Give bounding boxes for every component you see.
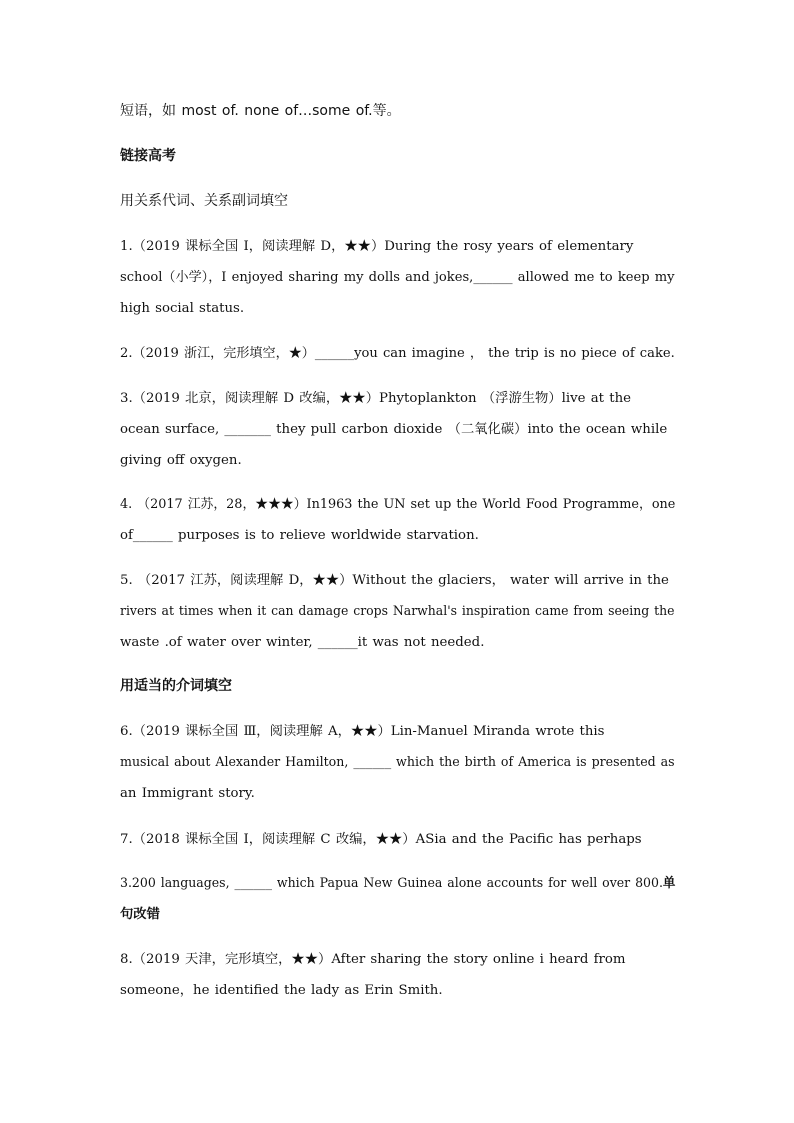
question-7-line-2 — [120, 868, 676, 899]
question-7-line-3: 句改错 — [120, 907, 160, 922]
question-1-line-1: 1.（2019 课标全国 I，阅读理解 D，★★）During the rosy years of elementary — [120, 239, 634, 254]
question-4-line-2: of______ purposes is to relieve worldwide starvation. — [120, 528, 479, 543]
question-8 — [120, 944, 673, 1006]
intro-line: 短语，如 most of. none of…some of.等。 — [120, 103, 401, 119]
question-7-line-1: 7.（2018 课标全国 I，阅读理解 C 改编，★★）ASia and the Pacific has perhaps — [120, 832, 642, 847]
question-7-line-2-tail: 单 — [662, 876, 676, 891]
section-heading-relative-text: 用关系代词、关系副词填空 — [120, 193, 288, 209]
question-6 — [120, 716, 673, 809]
question-5 — [120, 565, 673, 658]
section-heading-prep — [120, 671, 673, 702]
question-2-line-1: 2.（2019 浙江，完形填空，★）______you can imagine ， the trip is no piece of cake. — [120, 346, 675, 361]
question-6-line-1: 6.（2019 课标全国 Ⅲ，阅读理解 A，★★）Lin-Manuel Miranda wrote this — [120, 724, 605, 739]
question-8-line-1: 8.（2019 天津，完形填空，★★）After sharing the story online i heard from — [120, 952, 626, 967]
question-1-line-2: school（小学），I enjoyed sharing my dolls and jokes,______ allowed me to keep my — [120, 270, 675, 285]
section-heading-prep-text: 用适当的介词填空 — [120, 678, 232, 694]
question-4 — [120, 489, 676, 551]
question-3 — [120, 383, 673, 476]
question-2 — [120, 338, 673, 369]
question-1-line-3: high social status. — [120, 301, 245, 316]
section-heading-link-text: 链接高考 — [120, 148, 176, 164]
section-heading-relative — [120, 186, 673, 217]
question-1 — [120, 231, 673, 324]
question-4-line-1: 4. （2017 江苏，28，★★★）In1963 the UN set up the World Food Programme，one — [120, 497, 676, 512]
section-heading-link — [120, 141, 673, 172]
question-3-line-1: 3.（2019 北京，阅读理解 D 改编，★★）Phytoplankton （浮游生物）live at the — [120, 391, 632, 406]
question-6-line-3: an Immigrant story. — [120, 786, 255, 801]
question-7-line-2-text: 3.200 languages, ______ which Papua New Guinea alone accounts for well over 800. — [120, 876, 663, 891]
question-5-line-1: 5. （2017 江苏，阅读理解 D，★★）Without the glaciers， water will arrive in the — [120, 573, 669, 588]
question-3-line-3: giving off oxygen. — [120, 453, 242, 468]
question-6-line-2: musical about Alexander Hamilton, ______ which the birth of America is presented as — [120, 755, 675, 770]
question-7 — [120, 824, 673, 855]
question-5-line-3: waste .of water over winter, ______it was not needed. — [120, 635, 485, 650]
intro-text — [120, 96, 673, 127]
question-5-line-2: rivers at times when it can damage crops Narwhal's inspiration came from seeing the — [120, 604, 675, 619]
question-3-line-2: ocean surface, _______ they pull carbon dioxide （二氧化碳）into the ocean while — [120, 422, 668, 437]
question-7-continued — [120, 868, 676, 930]
question-8-line-2: someone，he identified the lady as Erin Smith. — [120, 983, 443, 998]
